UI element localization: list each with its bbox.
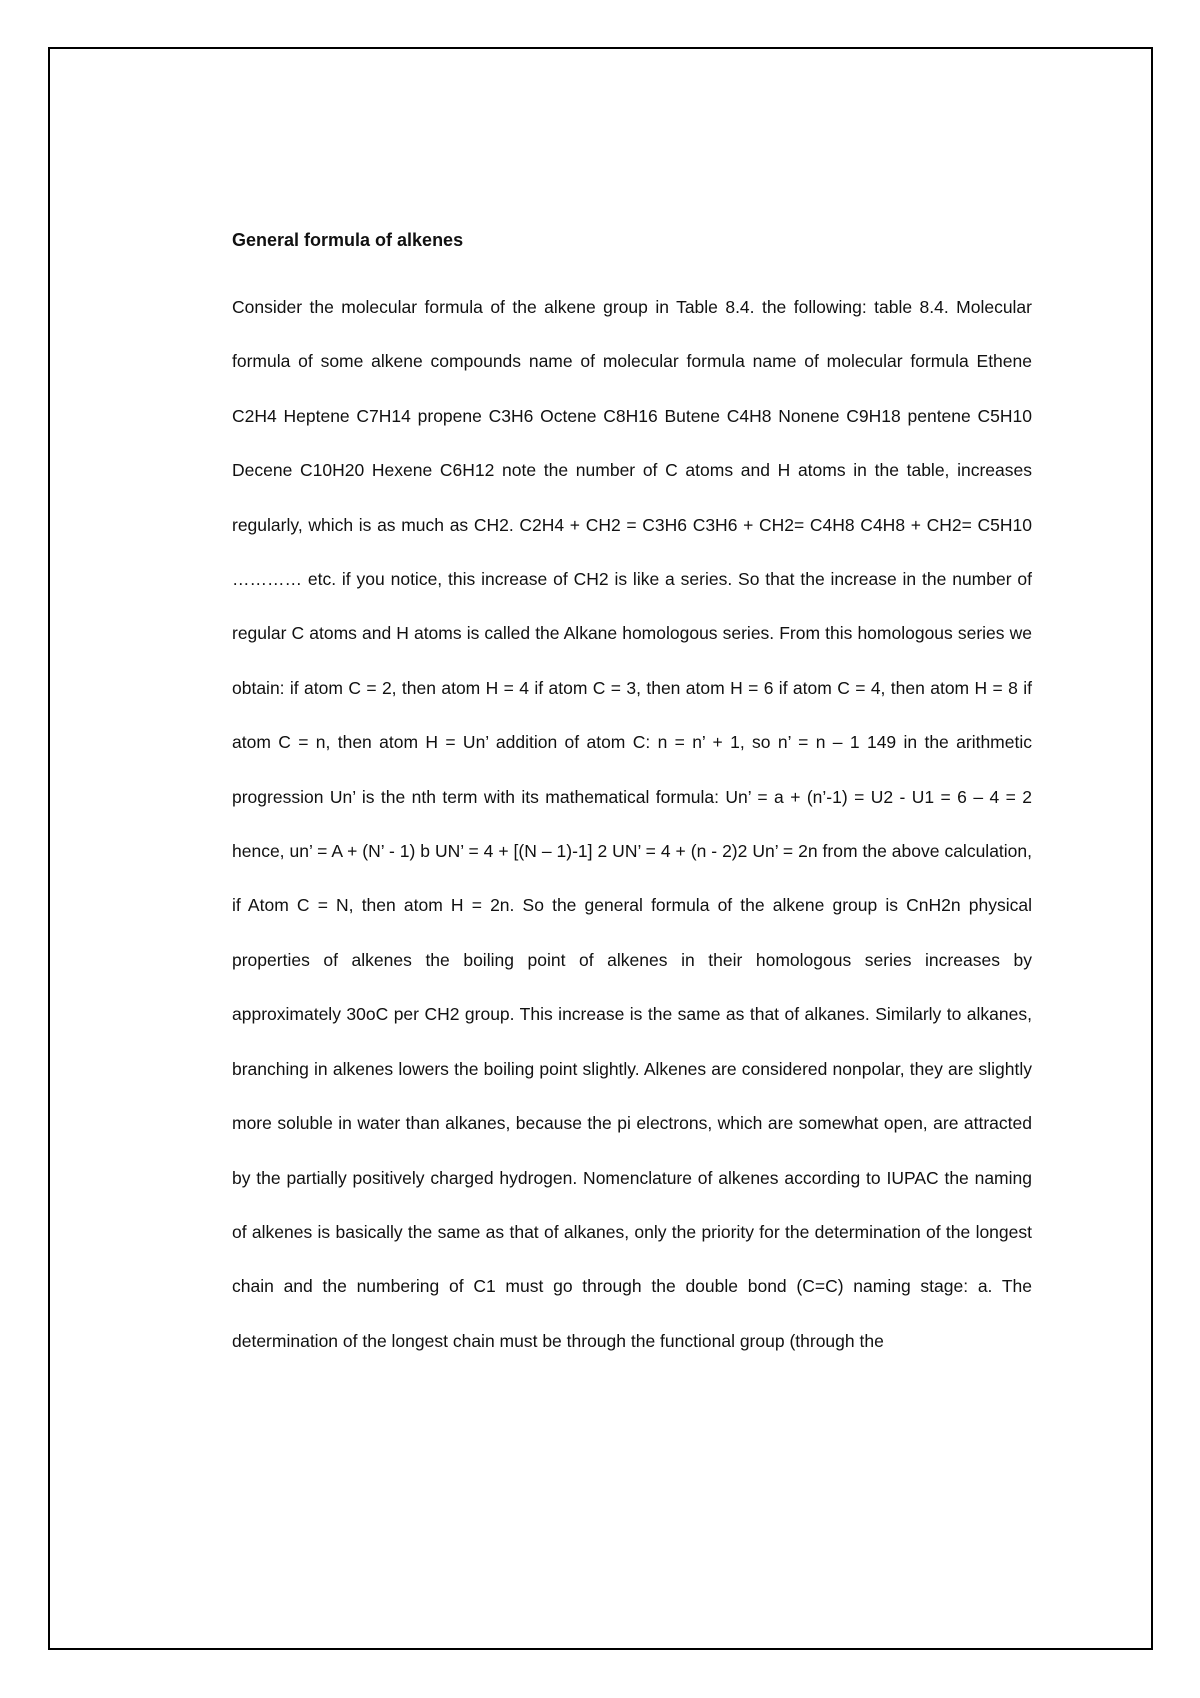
body-paragraph: Consider the molecular formula of the alkene group in Table 8.4. the following: table 8.4. Molecular formula of some alkene compounds name of molecular formula name of molecular formula Ethene C2H4 Heptene C7H14 propene C3H6 Octene C8H16 Butene C4H8 Nonene C9H18 pentene C5H10 Decene C10H20 Hexene C6H12 note the number of C atoms and H atoms in the table, increases regularly, which is as much as CH2. C2H4 + CH2 = C3H6 C3H6 + CH2= C4H8 C4H8 + CH2= C5H10 ………… etc. if you notice, this increase of CH2 is like a series. So that the increase in the number of regular C atoms and H atoms is called the Alkane homologous series. From this homologous series we obtain: if atom C = 2, then atom H = 4 if atom C = 3, then atom H = 6 if atom C = 4, then atom H = 8 if atom C = n, then atom H = Un’ addition of atom C: n = n’ + 1, so n’ = n – 1 149 in the arithmetic progression Un’ is the nth term with its mathematical formula: Un’ = a + (n’-1) = U2 - U1 = 6 – 4 = 2 hence, un’ = A + (N’ - 1) b UN’ = 4 + [(N – 1)-1] 2 UN’ = 4 + (n - 2)2 Un’ = 2n from the above calculation, if Atom C = N, then atom H = 2n. So the general formula of the alkene group is CnH2n physical properties of alkenes the boiling point of alkenes in their homologous series increases by approximately 30oC per CH2 group. This increase is the same as that of alkanes. Similarly to alkanes, branching in alkenes lowers the boiling point slightly. Alkenes are considered nonpolar, they are slightly more soluble in water than alkanes, because the pi electrons, which are somewhat open, are attracted by the partially positively charged hydrogen. Nomenclature of alkenes according to IUPAC the naming of alkenes is basically the same as that of alkanes, only the priority for the determination of the longest chain and the numbering of C1 must go through the double bond (C=C) naming stage: a. The determination of the longest chain must be through the functional group (through the [232, 297, 1032, 1351]
section-heading: General formula of alkenes [232, 230, 464, 250]
document-body [232, 226, 1032, 1368]
